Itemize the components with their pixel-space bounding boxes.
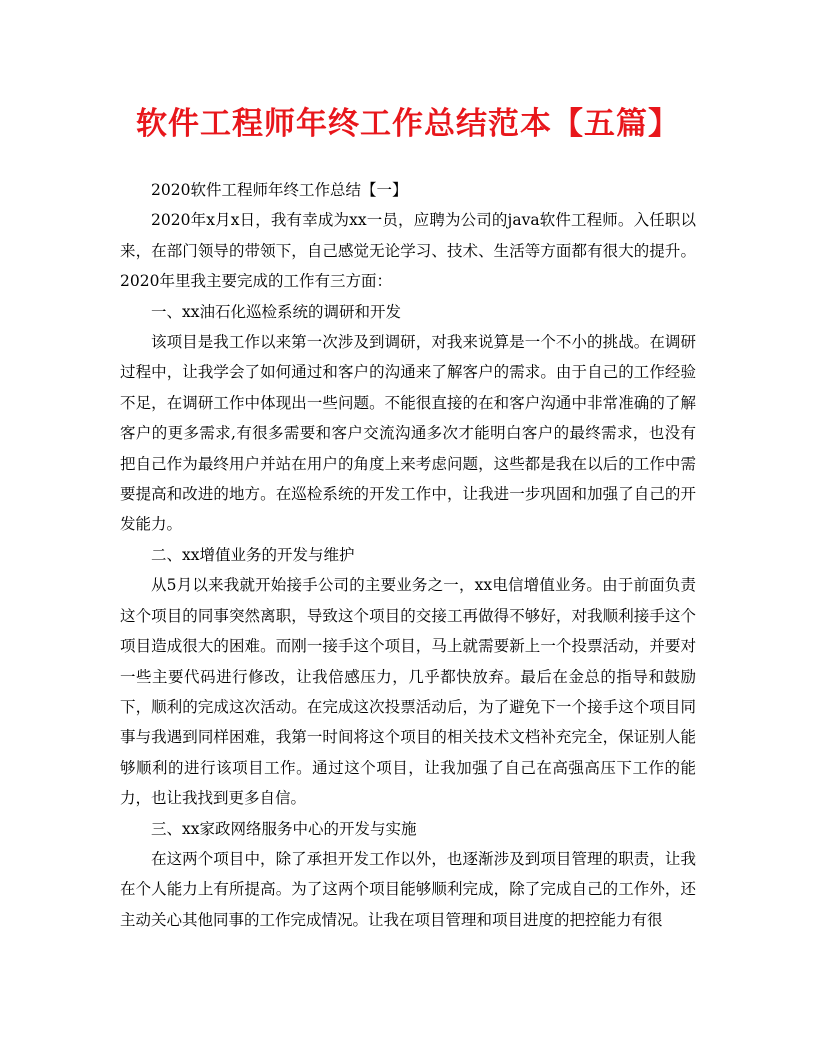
document-title: 软件工程师年终工作总结范本【五篇】 [136, 106, 680, 142]
section-heading: 三、xx家政网络服务中心的开发与实施 [151, 819, 417, 838]
paragraph: 从5月以来我就开始接手公司的主要业务之一，xx电信增值业务。由于前面负责这个项目的同事突然离职，导致这个项目的交接工再做得不够好，对我顺利接手这个项目造成很大的困难。而刚一接手这个项目，马上就需要新上一个投票活动，并要对一些主要代码进行修改，让我倍感压力，几乎都快放弃。最后在金总的指导和鼓励下，顺利的完成这次活动。在完成这次投票活动后，为了避免下一个接手这个项目同事与我遇到同样困难，我第一时间将这个项目的相关技术文档补充完全，保证别人能够顺利的进行该项目工作。通过这个项目，让我加强了自己在高强高压下工作的能力，也让我找到更多自信。 [120, 576, 696, 808]
section-heading: 二、xx增值业务的开发与维护 [151, 545, 355, 564]
document-body [120, 175, 696, 935]
section-heading: 一、xx油石化巡检系统的调研和开发 [151, 302, 401, 321]
paragraph: 2020年x月x日，我有幸成为xx一员，应聘为公司的java软件工程师。入任职以来，在部门领导的带领下，自己感觉无论学习、技术、生活等方面都有很大的提升。2020年里我主要完成的工作有三方面： [120, 211, 696, 291]
section-heading: 2020软件工程师年终工作总结【一】 [151, 181, 408, 199]
paragraph: 在这两个项目中，除了承担开发工作以外，也逐渐涉及到项目管理的职责，让我在个人能力上有所提高。为了这两个项目能够顺利完成，除了完成自己的工作外，还主动关心其他同事的工作完成情况。让我在项目管理和项目进度的把控能力有很 [120, 849, 696, 929]
paragraph: 该项目是我工作以来第一次涉及到调研，对我来说算是一个不小的挑战。在调研过程中，让我学会了如何通过和客户的沟通来了解客户的需求。由于自己的工作经验不足，在调研工作中体现出一些问题。不能很直接的在和客户沟通中非常准确的了解客户的更多需求,有很多需要和客户交流沟通多次才能明白客户的最终需求，也没有把自己作为最终用户并站在用户的角度上来考虑问题，这些都是我在以后的工作中需要提高和改进的地方。在巡检系统的开发工作中，让我进一步巩固和加强了自己的开发能力。 [120, 333, 696, 534]
